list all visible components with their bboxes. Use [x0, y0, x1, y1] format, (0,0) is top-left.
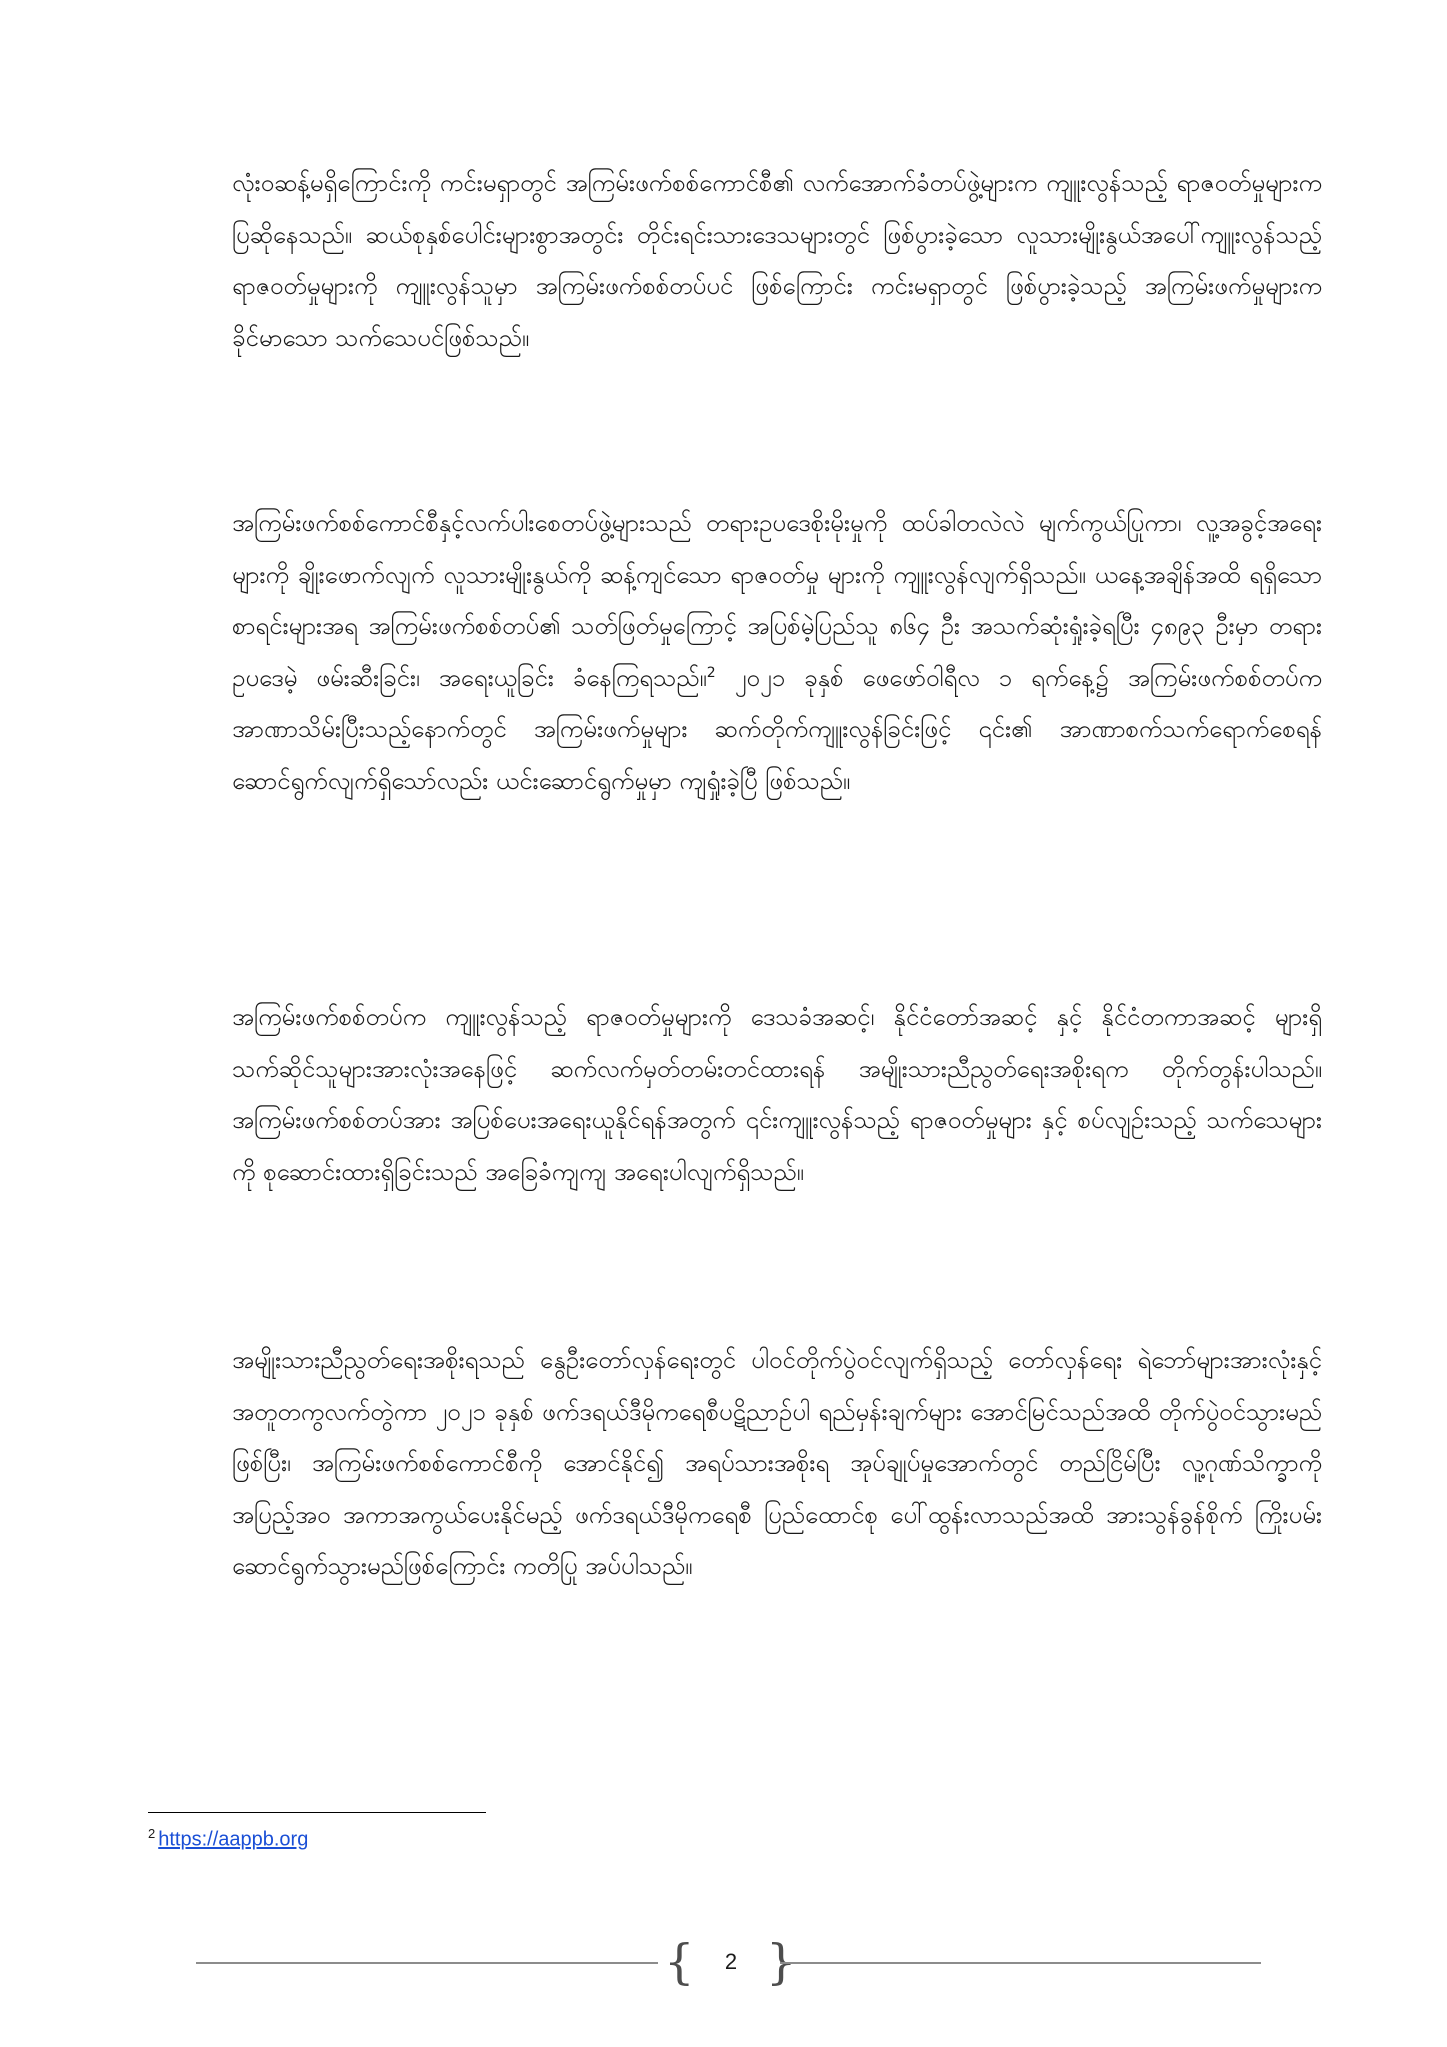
footnote-link[interactable]: https://aappb.org [158, 1828, 309, 1851]
paragraph-2-text: အကြမ်းဖက်စစ်ကောင်စီနှင့်လက်ပါးစေတပ်ဖွဲ့များသည် တရားဥပဒေစိုးမိုးမှုကို ထပ်ခါတလဲလဲ မျက်ကွယ်ပြုကာ၊ လူ့အခွင့်အရေးများကို ချိုးဖောက်လျက် လူသားမျိုးနွယ်ကို ဆန့်ကျင်သော ရာဇဝတ်မှု များကို ကျူးလွန်လျက်ရှိသည်။ ယနေ့အချိန်အထိ ရရှိသော စာရင်းများအရ အကြမ်းဖက်စစ်တပ်၏ သတ်ဖြတ်မှုကြောင့် အပြစ်မဲ့ပြည်သူ ၈၆၄ ဦး အသက်ဆုံးရှုံးခဲ့ရပြီး ၄၈၉၃ ဦးမှာ တရားဥပဒေမဲ့ ဖမ်းဆီးခြင်း၊ အရေးယူခြင်း ခံနေကြရသည်။ [232, 509, 1322, 692]
paragraph-4: အမျိုးသားညီညွတ်ရေးအစိုးရသည် နွေဦးတော်လှန်ရေးတွင် ပါဝင်တိုက်ပွဲဝင်လျက်ရှိသည့် တော်လှန်ရေး ရဲဘော်များအားလုံးနှင့် အတူတကွလက်တွဲကာ ၂၀၂၁ ခုနှစ် ဖက်ဒရယ်ဒီမိုကရေစီပဋိညာဉ်ပါ ရည်မှန်းချက်များ အောင်မြင်သည်အထိ တိုက်ပွဲဝင်သွားမည်ဖြစ်ပြီး၊ အကြမ်းဖက်စစ်ကောင်စီကို အောင်နိုင်၍ အရပ်သားအစိုးရ အုပ်ချုပ်မှုအောက်တွင် တည်ငြိမ်ပြီး လူ့ဂုဏ်သိက္ခာကို အပြည့်အဝ အကာအကွယ်ပေးနိုင်မည့် ဖက်ဒရယ်ဒီမိုကရေစီ ပြည်ထောင်စု ပေါ်ထွန်းလာသည်အထိ အားသွန်ခွန်စိုက် ကြိုးပမ်းဆောင်ရွက်သွားမည်ဖြစ်ကြောင်း ကတိပြု အပ်ပါသည်။ [232, 1346, 1322, 1580]
footnote-marker: 2 [148, 1826, 156, 1841]
footnote [148, 1826, 308, 1852]
footnote-divider [148, 1812, 486, 1813]
page-footer [196, 1932, 1261, 1992]
footer-rule-right [780, 1962, 1261, 1964]
paragraph-1: လုံးဝဆန့်မရှိကြောင်းကို ကင်းမရှာတွင် အကြမ်းဖက်စစ်ကောင်စီ၏ လက်အောက်ခံတပ်ဖွဲ့များက ကျူးလွန်သည့် ရာဇဝတ်မှုများက ပြဆိုနေသည်။ ဆယ်စုနှစ်ပေါင်းများစွာအတွင်း တိုင်းရင်းသားဒေသများတွင် ဖြစ်ပွားခဲ့သော လူသားမျိုးနွယ်အပေါ်ကျူးလွန်သည့် ရာဇဝတ်မှုများကို ကျူးလွန်သူမှာ အကြမ်းဖက်စစ်တပ်ပင် ဖြစ်ကြောင်း ကင်းမရှာတွင် ဖြစ်ပွားခဲ့သည့် အကြမ်းဖက်မှုများက ခိုင်မာသော သက်သေပင်ဖြစ်သည်။ [232, 169, 1322, 352]
paragraph-2-continued: ၂၀၂၁ ခုနှစ် ဖေဖော်ဝါရီလ ၁ ရက်နေ့၌ အကြမ်းဖက်စစ်တပ်က အာဏာသိမ်းပြီးသည့်နောက်တွင် အကြမ်းဖက်မှုများ ဆက်တိုက်ကျူးလွန်ခြင်းဖြင့် ၎င်း၏ အာဏာစက်သက်ရောက်စေရန် ဆောင်ရွက်လျက်ရှိသော်လည်း ယင်းဆောင်ရွက်မှုမှာ ကျရှုံးခဲ့ပြီ ဖြစ်သည်။ [232, 663, 1322, 795]
footer-rule-left [196, 1962, 658, 1964]
right-brace-ornament: } [766, 1934, 797, 1990]
paragraph-3: အကြမ်းဖက်စစ်တပ်က ကျူးလွန်သည့် ရာဇဝတ်မှုများကို ဒေသခံအဆင့်၊ နိုင်ငံတော်အဆင့် နှင့် နိုင်ငံတကာအဆင့် များရှိ သက်ဆိုင်သူများအားလုံးအနေဖြင့် ဆက်လက်မှတ်တမ်းတင်ထားရန် အမျိုးသားညီညွတ်ရေးအစိုးရက တိုက်တွန်းပါသည်။ အကြမ်းဖက်စစ်တပ်အား အပြစ်ပေးအရေးယူနိုင်ရန်အတွက် ၎င်းကျူးလွန်သည့် ရာဇဝတ်မှုများ နှင့် စပ်လျဉ်းသည့် သက်သေများကို စုဆောင်းထားရှိခြင်းသည် အခြေခံကျကျ အရေးပါလျက်ရှိသည်။ [232, 1003, 1322, 1186]
page-number: 2 [724, 1949, 738, 1974]
footnote-reference[interactable]: 2 [706, 664, 716, 681]
paragraph-2 [232, 498, 1322, 807]
left-brace-ornament: { [664, 1934, 695, 1990]
